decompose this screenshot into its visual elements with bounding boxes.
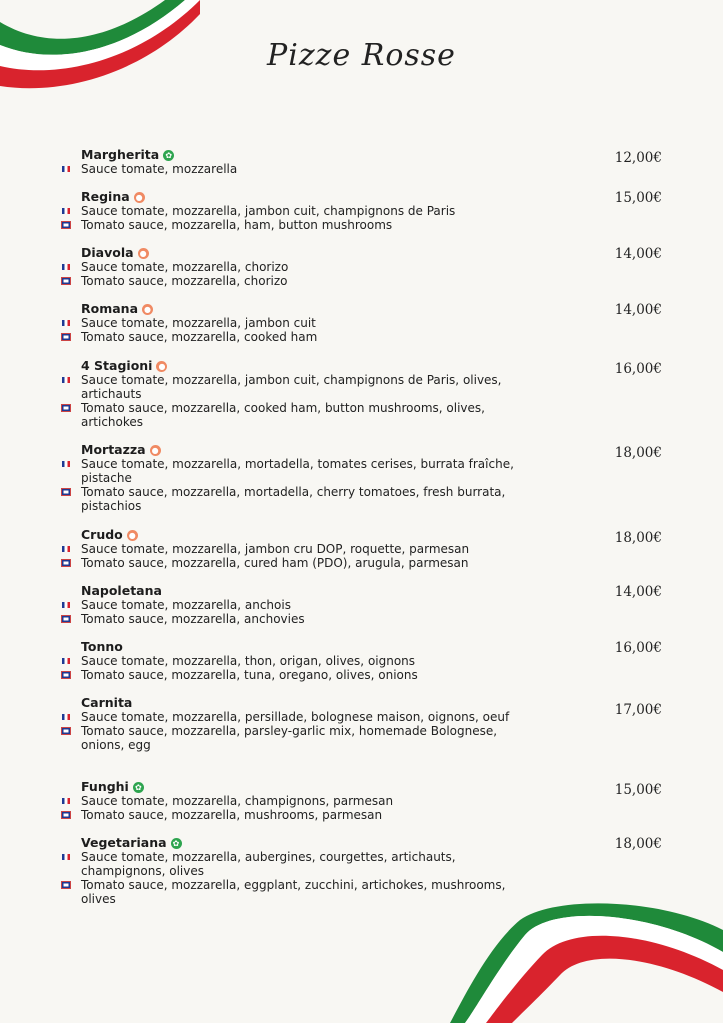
menu-item: [62, 359, 662, 429]
description-text: Tomato sauce, mozzarella, anchovies: [81, 612, 305, 626]
item-price: 14,00€: [614, 246, 662, 262]
description-en: [62, 724, 662, 752]
item-price: 18,00€: [614, 445, 662, 461]
description-text: Tomato sauce, mozzarella, eggplant, zucchini, artichokes, mushrooms, olives: [81, 878, 506, 906]
description-fr: [62, 457, 662, 485]
item-name-text: Margherita: [81, 147, 160, 162]
menu-item: [62, 836, 662, 906]
description-fr: [62, 654, 662, 668]
menu-item: [62, 528, 662, 570]
item-name-text: Romana: [81, 301, 139, 316]
french-flag-icon: [62, 320, 70, 326]
description-text: Sauce tomate, mozzarella: [81, 162, 238, 176]
description-text: Sauce tomate, mozzarella, chorizo: [81, 260, 289, 274]
menu-item: [62, 302, 662, 344]
item-name-text: Tonno: [81, 639, 123, 654]
chili-icon: ●: [156, 361, 167, 372]
uk-flag-icon: [62, 489, 70, 495]
vegetarian-icon: ✿: [133, 782, 144, 793]
description-text: Tomato sauce, mozzarella, cooked ham, button mushrooms, olives, artichokes: [81, 401, 485, 429]
description-text: Tomato sauce, mozzarella, cooked ham: [81, 330, 318, 344]
description-text: Sauce tomate, mozzarella, anchois: [81, 598, 291, 612]
item-name-text: Funghi: [81, 779, 129, 794]
description-en: [62, 878, 662, 906]
description-text: Tomato sauce, mozzarella, parsley-garlic mix, homemade Bolognese, onions, egg: [81, 724, 498, 752]
chili-icon: ●: [134, 192, 145, 203]
french-flag-icon: [62, 602, 70, 608]
menu-item: [62, 584, 662, 626]
item-name-text: Diavola: [81, 245, 134, 260]
description-en: [62, 556, 662, 570]
description-text: Sauce tomate, mozzarella, thon, origan, olives, oignons: [81, 654, 416, 668]
item-price: 15,00€: [614, 190, 662, 206]
menu-item: [62, 696, 662, 752]
page-title: Pizze Rosse: [267, 38, 456, 73]
item-name-text: Carnita: [81, 695, 133, 710]
item-name-text: Regina: [81, 189, 130, 204]
description-text: Sauce tomate, mozzarella, persillade, bolognese maison, oignons, oeuf: [81, 710, 510, 724]
item-name-text: 4 Stagioni: [81, 358, 153, 373]
description-text: Sauce tomate, mozzarella, champignons, parmesan: [81, 794, 394, 808]
uk-flag-icon: [62, 222, 70, 228]
uk-flag-icon: [62, 616, 70, 622]
french-flag-icon: [62, 166, 70, 172]
menu-item: [62, 246, 662, 288]
uk-flag-icon: [62, 728, 70, 734]
description-text: Tomato sauce, mozzarella, chorizo: [81, 274, 288, 288]
description-en: [62, 218, 662, 232]
description-en: [62, 274, 662, 288]
item-name-text: Mortazza: [81, 442, 146, 457]
description-fr: [62, 373, 662, 401]
item-name-text: Crudo: [81, 527, 123, 542]
description-fr: [62, 204, 662, 218]
description-text: Tomato sauce, mozzarella, ham, button mushrooms: [81, 218, 393, 232]
description-text: Sauce tomate, mozzarella, jambon cru DOP, roquette, parmesan: [81, 542, 470, 556]
description-text: Tomato sauce, mozzarella, mushrooms, parmesan: [81, 808, 383, 822]
description-fr: [62, 316, 662, 330]
uk-flag-icon: [62, 405, 70, 411]
description-en: [62, 485, 662, 513]
menu-item: [62, 190, 662, 232]
french-flag-icon: [62, 714, 70, 720]
description-en: [62, 330, 662, 344]
french-flag-icon: [62, 461, 70, 467]
chili-icon: ●: [127, 530, 138, 541]
description-text: Sauce tomate, mozzarella, jambon cuit, champignons de Paris: [81, 204, 456, 218]
chili-icon: ●: [142, 304, 153, 315]
item-price: 16,00€: [614, 361, 662, 377]
french-flag-icon: [62, 854, 70, 860]
description-en: [62, 668, 662, 682]
description-text: Sauce tomate, mozzarella, jambon cuit: [81, 316, 316, 330]
item-price: 14,00€: [614, 584, 662, 600]
french-flag-icon: [62, 208, 70, 214]
vegetarian-icon: ✿: [171, 838, 182, 849]
menu-item: [62, 780, 662, 822]
vegetarian-icon: ✿: [163, 150, 174, 161]
french-flag-icon: [62, 264, 70, 270]
description-fr: [62, 260, 662, 274]
description-text: Tomato sauce, mozzarella, mortadella, cherry tomatoes, fresh burrata, pistachios: [81, 485, 506, 513]
french-flag-icon: [62, 377, 70, 383]
uk-flag-icon: [62, 812, 70, 818]
item-price: 16,00€: [614, 640, 662, 656]
french-flag-icon: [62, 798, 70, 804]
item-price: 18,00€: [614, 836, 662, 852]
description-text: Tomato sauce, mozzarella, cured ham (PDO), arugula, parmesan: [81, 556, 469, 570]
item-name-text: Napoletana: [81, 583, 162, 598]
description-en: [62, 401, 662, 429]
uk-flag-icon: [62, 334, 70, 340]
uk-flag-icon: [62, 278, 70, 284]
description-en: [62, 808, 662, 822]
menu-item: [62, 640, 662, 682]
description-fr: [62, 850, 662, 878]
item-price: 17,00€: [614, 702, 662, 718]
french-flag-icon: [62, 658, 70, 664]
description-text: Sauce tomate, mozzarella, jambon cuit, champignons de Paris, olives, artichauts: [81, 373, 502, 401]
description-text: Sauce tomate, mozzarella, mortadella, tomates cerises, burrata fraîche, pistache: [81, 457, 514, 485]
uk-flag-icon: [62, 882, 70, 888]
menu-item: [62, 443, 662, 513]
description-fr: [62, 598, 662, 612]
item-name-text: Vegetariana: [81, 835, 167, 850]
uk-flag-icon: [62, 560, 70, 566]
description-text: Sauce tomate, mozzarella, aubergines, courgettes, artichauts, champignons, olives: [81, 850, 456, 878]
uk-flag-icon: [62, 672, 70, 678]
description-text: Tomato sauce, mozzarella, tuna, oregano, olives, onions: [81, 668, 418, 682]
menu-item: [62, 148, 662, 176]
item-price: 12,00€: [614, 150, 662, 166]
item-price: 14,00€: [614, 302, 662, 318]
item-price: 18,00€: [614, 530, 662, 546]
french-flag-icon: [62, 546, 70, 552]
item-price: 15,00€: [614, 782, 662, 798]
chili-icon: ●: [138, 248, 149, 259]
chili-icon: ●: [150, 445, 161, 456]
description-en: [62, 612, 662, 626]
